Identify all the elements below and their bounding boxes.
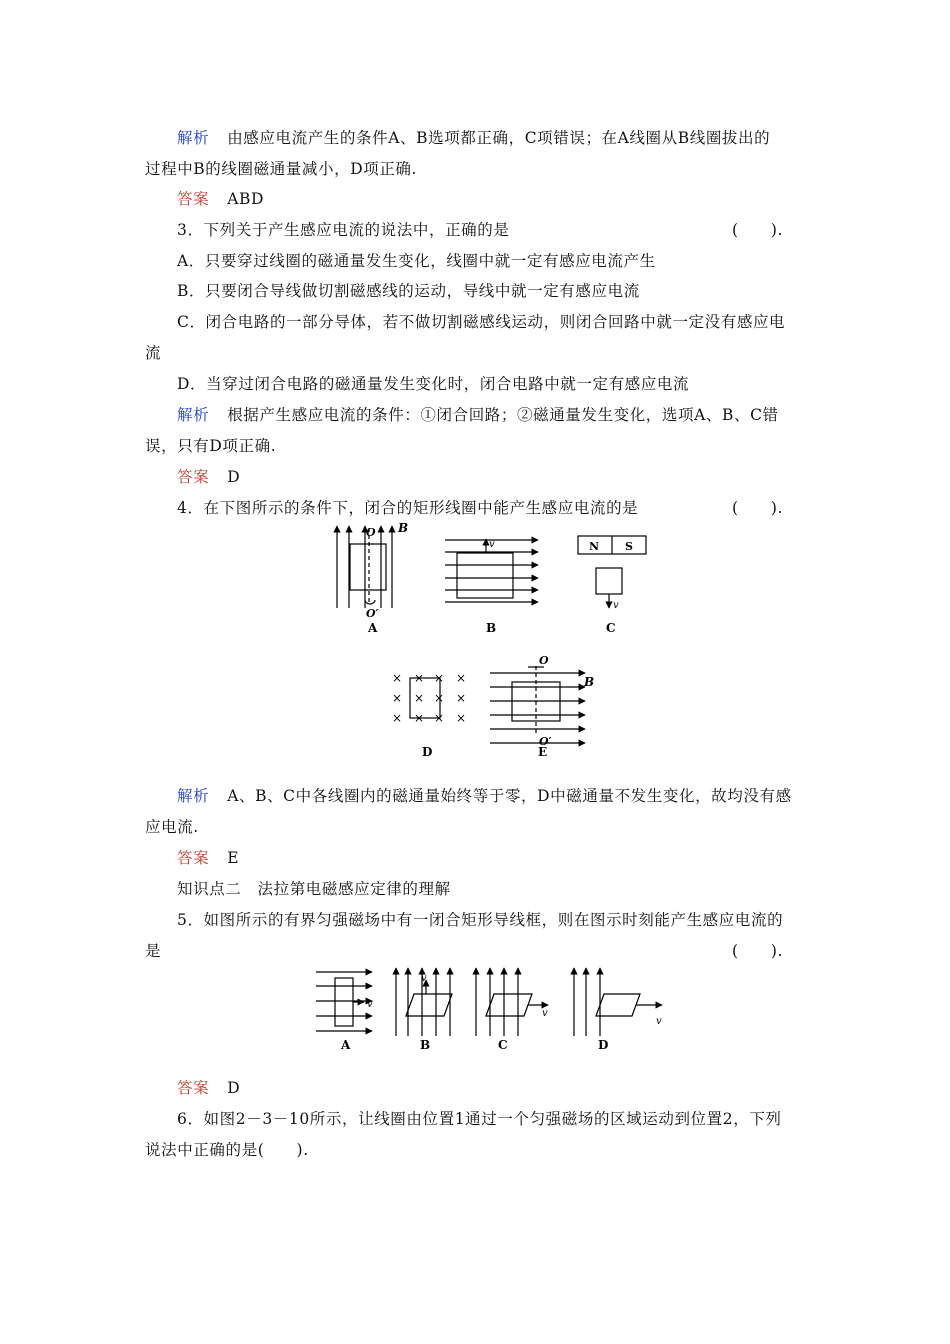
svg-text:×: ×	[392, 671, 403, 685]
svg-text:×: ×	[456, 711, 467, 725]
fig-caption-d: D	[598, 1038, 609, 1052]
answer-value: E	[227, 849, 240, 867]
velocity-label: v	[542, 1008, 548, 1019]
svg-text:×: ×	[392, 691, 403, 705]
fig-caption-b: B	[420, 1038, 431, 1052]
axis-o2-label: O′	[539, 735, 552, 748]
q3-analysis-line1: 解析 根据产生感应电流的条件：①闭合回路；②磁通量发生变化，选项A、B、C错	[177, 406, 779, 424]
answer-label: 答案	[177, 190, 210, 208]
q3-option-d: D．当穿过闭合电路的磁通量发生变化时，闭合电路中就一定有感应电流	[177, 375, 690, 393]
answer-value: D	[227, 468, 241, 486]
svg-text:×: ×	[456, 691, 467, 705]
q3-option-a: A．只要穿过线圈的磁通量发生变化，线圈中就一定有感应电流产生	[177, 252, 656, 270]
velocity-label: v	[421, 973, 427, 984]
svg-text:×: ×	[414, 711, 425, 725]
analysis-label: 解析	[177, 406, 210, 424]
field-b-label: B	[398, 521, 409, 535]
q4-analysis-line1: 解析 A、B、C中各线圈内的磁通量始终等于零，D中磁通量不发生变化，故均没有感	[177, 787, 792, 805]
q4-figure	[320, 520, 660, 765]
velocity-label: v	[656, 1016, 662, 1027]
q4-fig-d-crosses	[392, 671, 466, 725]
q4-analysis-line2: 应电流.	[145, 818, 199, 836]
velocity-label: v	[489, 539, 495, 550]
q2-answer	[177, 188, 264, 210]
fig-caption-d: D	[422, 745, 433, 759]
svg-text:×: ×	[434, 671, 445, 685]
q5-stem-line2: 是	[145, 942, 162, 960]
fig-caption-e: E	[538, 745, 548, 759]
field-b-label: B	[584, 675, 595, 689]
svg-text:×: ×	[434, 711, 445, 725]
analysis-label: 解析	[177, 129, 210, 147]
fig-caption-c: C	[606, 621, 616, 635]
q4-fig-a	[337, 526, 392, 608]
analysis-label: 解析	[177, 787, 210, 805]
velocity-label: v	[367, 999, 373, 1010]
q3-option-b: B．只要闭合导线做切割磁感线的运动，导线中就一定有感应电流	[177, 282, 640, 300]
q3-answer-paren: ( ).	[732, 221, 784, 239]
q6-stem-line1: 6．如图2－3－10所示，让线圈由位置1通过一个匀强磁场的区域运动到位置2，下列	[177, 1110, 782, 1128]
q4-fig-e	[490, 666, 585, 743]
q3-option-c-line2: 流	[145, 344, 162, 362]
fig-caption-b: B	[486, 621, 497, 635]
answer-label: 答案	[177, 468, 210, 486]
axis-o-label: O	[539, 654, 549, 667]
fig-caption-a: A	[368, 621, 378, 635]
answer-value: ABD	[227, 190, 265, 208]
answer-value: D	[227, 1079, 241, 1097]
svg-text:×: ×	[456, 671, 467, 685]
q5-answer-paren: ( ).	[732, 942, 784, 960]
q2-analysis-line1: 解析 由感应电流产生的条件A、B选项都正确，C项错误；在A线圈从B线圈拔出的	[177, 129, 771, 147]
answer-label: 答案	[177, 849, 210, 867]
svg-text:×: ×	[414, 691, 425, 705]
axis-o2-label: O′	[366, 607, 379, 620]
q5-fig-c	[476, 968, 548, 1036]
q5-fig-d	[574, 968, 662, 1036]
velocity-label: v	[613, 600, 619, 611]
q5-figure	[310, 964, 680, 1056]
svg-text:×: ×	[392, 711, 403, 725]
q2-analysis-line2: 过程中B的线圈磁通量减小，D项正确.	[145, 160, 418, 178]
q4-answer	[177, 847, 239, 869]
q3-answer	[177, 466, 240, 488]
q3-stem: 3．下列关于产生感应电流的说法中，正确的是	[177, 221, 510, 239]
q5-stem-line1: 5．如图所示的有界匀强磁场中有一闭合矩形导线框，则在图示时刻能产生感应电流的	[177, 911, 784, 929]
q6-stem-line2: 说法中正确的是( ).	[145, 1141, 309, 1159]
q5-fig-a	[316, 972, 372, 1031]
section-title: 知识点二 法拉第电磁感应定律的理解	[177, 880, 451, 898]
answer-label: 答案	[177, 1079, 210, 1097]
q4-stem: 4．在下图所示的条件下，闭合的矩形线圈中能产生感应电流的是	[177, 499, 639, 517]
fig-caption-c: C	[498, 1038, 508, 1052]
axis-o-label: O	[366, 526, 376, 539]
south-pole-label: S	[625, 540, 633, 553]
q3-option-c-line1: C．闭合电路的一部分导体，若不做切割磁感线运动，则闭合回路中就一定没有感应电	[177, 313, 786, 331]
svg-text:×: ×	[414, 671, 425, 685]
north-pole-label: N	[589, 540, 600, 553]
q3-analysis-line2: 误，只有D项正确.	[145, 437, 277, 455]
q4-answer-paren: ( ).	[732, 499, 784, 517]
svg-text:×: ×	[434, 691, 445, 705]
q5-answer	[177, 1077, 240, 1099]
fig-caption-a: A	[341, 1038, 351, 1052]
